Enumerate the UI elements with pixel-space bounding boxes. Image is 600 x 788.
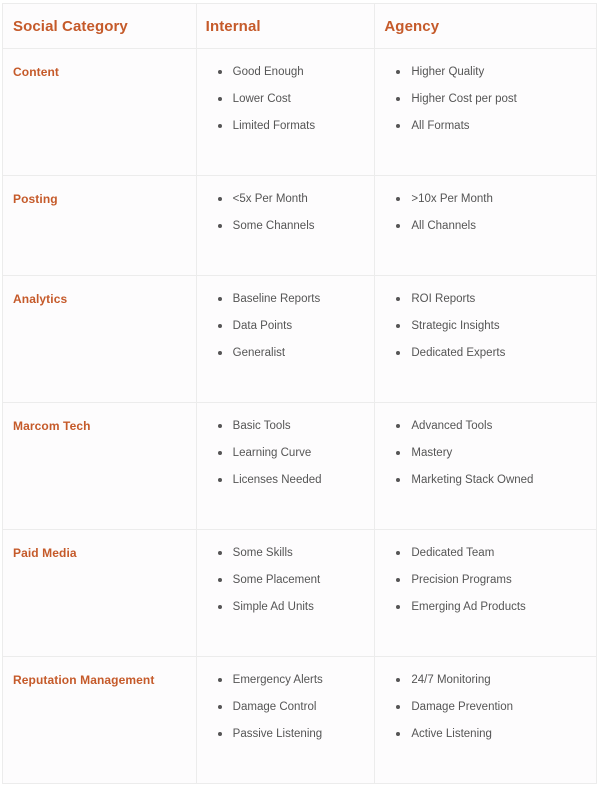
- bullet-icon: [396, 97, 400, 101]
- list-item-text: Limited Formats: [232, 120, 316, 132]
- list-item-text: Baseline Reports: [232, 293, 321, 305]
- bullet-icon: [218, 551, 222, 555]
- list-item: [218, 572, 375, 599]
- bullet-icon: [396, 732, 400, 736]
- bullet-icon: [218, 224, 222, 228]
- bullet-icon: [396, 70, 400, 74]
- list-item: [396, 345, 596, 372]
- list-item-text: Simple Ad Units: [232, 601, 314, 613]
- table-row: [3, 49, 597, 176]
- list-item: [218, 472, 375, 499]
- list-item-text: Good Enough: [232, 66, 304, 78]
- list-item-text: Higher Quality: [411, 66, 485, 78]
- list-item: [396, 472, 596, 499]
- category-cell: [3, 403, 197, 529]
- list-item: [218, 726, 375, 753]
- internal-cell: [197, 403, 376, 529]
- list-item: [396, 445, 596, 472]
- header-social-category: Social Category: [3, 4, 197, 48]
- agency-list: [375, 276, 596, 372]
- list-item-text: <5x Per Month: [232, 193, 308, 205]
- table-row: [3, 403, 597, 530]
- bullet-icon: [218, 324, 222, 328]
- category-label: Analytics: [13, 292, 68, 306]
- list-item-text: Higher Cost per post: [411, 93, 517, 105]
- table-row: [3, 530, 597, 657]
- list-item-text: Damage Prevention: [411, 701, 514, 713]
- list-item: [396, 545, 596, 572]
- bullet-icon: [396, 197, 400, 201]
- table-row: [3, 176, 597, 276]
- list-item-text: Data Points: [232, 320, 293, 332]
- list-item-text: Dedicated Team: [411, 547, 495, 559]
- bullet-icon: [218, 197, 222, 201]
- bullet-icon: [218, 705, 222, 709]
- internal-list: [197, 176, 375, 245]
- category-cell: [3, 657, 197, 783]
- bullet-icon: [218, 424, 222, 428]
- internal-cell: [197, 530, 376, 656]
- internal-list: [197, 657, 375, 753]
- list-item: [396, 191, 596, 218]
- list-item: [218, 599, 375, 626]
- bullet-icon: [218, 678, 222, 682]
- bullet-icon: [218, 578, 222, 582]
- bullet-icon: [396, 705, 400, 709]
- bullet-icon: [218, 732, 222, 736]
- bullet-icon: [396, 424, 400, 428]
- bullet-icon: [396, 578, 400, 582]
- agency-list: [375, 49, 596, 145]
- category-cell: [3, 276, 197, 402]
- list-item: [396, 572, 596, 599]
- agency-list: [375, 657, 596, 753]
- agency-list: [375, 176, 596, 245]
- bullet-icon: [218, 605, 222, 609]
- agency-cell: [375, 276, 597, 402]
- list-item: [396, 672, 596, 699]
- comparison-table: [2, 3, 597, 784]
- list-item: [218, 291, 375, 318]
- bullet-icon: [396, 451, 400, 455]
- header-internal: Internal: [197, 4, 376, 48]
- list-item-text: All Channels: [411, 220, 476, 232]
- bullet-icon: [396, 351, 400, 355]
- bullet-icon: [396, 124, 400, 128]
- list-item-text: All Formats: [411, 120, 470, 132]
- list-item-text: Passive Listening: [232, 728, 323, 740]
- list-item-text: Some Skills: [232, 547, 293, 559]
- list-item-text: >10x Per Month: [411, 193, 493, 205]
- list-item: [218, 545, 375, 572]
- list-item: [396, 91, 596, 118]
- list-item-text: 24/7 Monitoring: [411, 674, 491, 686]
- list-item: [396, 318, 596, 345]
- list-item-text: Emerging Ad Products: [411, 601, 526, 613]
- category-label: Reputation Management: [13, 673, 155, 687]
- list-item: [396, 726, 596, 753]
- agency-cell: [375, 530, 597, 656]
- list-item: [218, 345, 375, 372]
- bullet-icon: [396, 678, 400, 682]
- list-item-text: Lower Cost: [232, 93, 291, 105]
- list-item-text: Advanced Tools: [411, 420, 493, 432]
- category-cell: [3, 176, 197, 275]
- list-item: [218, 318, 375, 345]
- bullet-icon: [396, 297, 400, 301]
- list-item: [218, 191, 375, 218]
- list-item: [396, 418, 596, 445]
- bullet-icon: [218, 124, 222, 128]
- list-item-text: Generalist: [232, 347, 286, 359]
- list-item-text: Emergency Alerts: [232, 674, 323, 686]
- internal-cell: [197, 276, 376, 402]
- bullet-icon: [396, 224, 400, 228]
- list-item: [218, 118, 375, 145]
- list-item: [396, 218, 596, 245]
- list-item: [218, 445, 375, 472]
- bullet-icon: [396, 605, 400, 609]
- table-row: [3, 276, 597, 403]
- agency-cell: [375, 176, 597, 275]
- bullet-icon: [396, 324, 400, 328]
- bullet-icon: [218, 451, 222, 455]
- list-item-text: Basic Tools: [232, 420, 291, 432]
- list-item: [396, 699, 596, 726]
- list-item: [396, 291, 596, 318]
- table-row: [3, 657, 597, 784]
- list-item: [218, 672, 375, 699]
- bullet-icon: [396, 478, 400, 482]
- list-item: [396, 64, 596, 91]
- internal-cell: [197, 176, 376, 275]
- category-label: Posting: [13, 192, 58, 206]
- list-item: [396, 599, 596, 626]
- bullet-icon: [218, 97, 222, 101]
- bullet-icon: [218, 70, 222, 74]
- internal-cell: [197, 657, 376, 783]
- bullet-icon: [218, 478, 222, 482]
- internal-list: [197, 403, 375, 499]
- agency-list: [375, 403, 596, 499]
- list-item: [218, 91, 375, 118]
- list-item-text: ROI Reports: [411, 293, 476, 305]
- list-item-text: Some Channels: [232, 220, 315, 232]
- agency-cell: [375, 657, 597, 783]
- category-label: Marcom Tech: [13, 419, 91, 433]
- category-label: Content: [13, 65, 60, 79]
- list-item-text: Damage Control: [232, 701, 317, 713]
- list-item-text: Mastery: [411, 447, 453, 459]
- category-label: Paid Media: [13, 546, 77, 560]
- list-item: [396, 118, 596, 145]
- bullet-icon: [396, 551, 400, 555]
- list-item-text: Marketing Stack Owned: [411, 474, 534, 486]
- table-header-row: [3, 4, 597, 49]
- category-cell: [3, 530, 197, 656]
- list-item-text: Precision Programs: [411, 574, 512, 586]
- bullet-icon: [218, 351, 222, 355]
- internal-cell: [197, 49, 376, 175]
- list-item-text: Learning Curve: [232, 447, 312, 459]
- internal-list: [197, 276, 375, 372]
- list-item-text: Licenses Needed: [232, 474, 322, 486]
- list-item-text: Some Placement: [232, 574, 321, 586]
- list-item: [218, 418, 375, 445]
- agency-cell: [375, 49, 597, 175]
- internal-list: [197, 530, 375, 626]
- bullet-icon: [218, 297, 222, 301]
- list-item: [218, 64, 375, 91]
- list-item-text: Active Listening: [411, 728, 492, 740]
- internal-list: [197, 49, 375, 145]
- list-item: [218, 218, 375, 245]
- agency-list: [375, 530, 596, 626]
- header-agency: Agency: [375, 4, 597, 48]
- list-item-text: Strategic Insights: [411, 320, 500, 332]
- list-item: [218, 699, 375, 726]
- category-cell: [3, 49, 197, 175]
- agency-cell: [375, 403, 597, 529]
- list-item-text: Dedicated Experts: [411, 347, 506, 359]
